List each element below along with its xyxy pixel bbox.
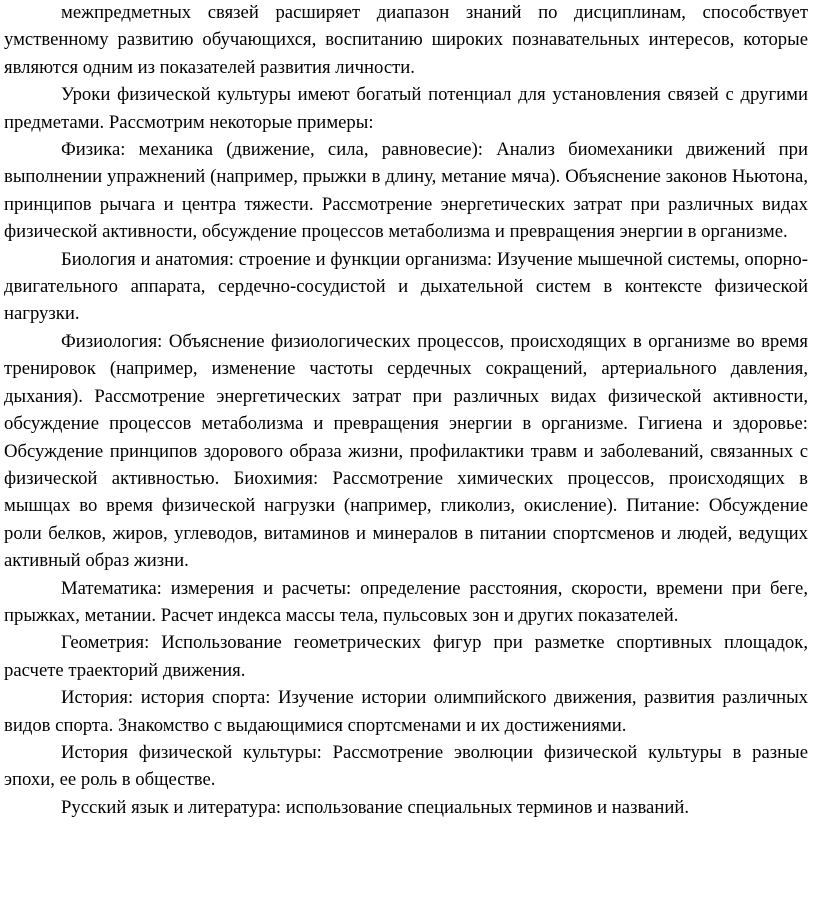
paragraph-russian-literature: Русский язык и литература: использование специальных терминов и названий. [61, 796, 689, 818]
paragraph-mathematics: Математика: измерения и расчеты: определение расстояния, скорости, времени при беге, прыжках, метании. Расчет индекса массы тела, пульсовых зон и других показателей. [4, 577, 808, 626]
paragraph-geometry: Геометрия: Использование геометрических фигур при разметке спортивных площадок, расчете траекторий движения. [4, 632, 808, 681]
paragraph-physics: Физика: механика (движение, сила, равновесие): Анализ биомеханики движений при выполнении упражнений (например, прыжки в длину, метание мяча). Объяснение законов Ньютона, принципов рычага и центра тяжести. Рассмотрение энергетических затрат при различных видах физической активности, обсуждение процессов метаболизма и превращения энергии в организме. [4, 139, 808, 243]
paragraph-history-sport: История: история спорта: Изучение истории олимпийского движения, развития различных видов спорта. Знакомство с выдающимися спортсменами и их достижениями. [4, 687, 808, 736]
paragraph-intro-continued: межпредметных связей расширяет диапазон знаний по дисциплинам, способствует умственному развитию обучающихся, воспитанию широких познавательных интересов, которые являются одним из показателей развития личности. [4, 2, 808, 78]
paragraph-history-physical-culture: История физической культуры: Рассмотрение эволюции физической культуры в разные эпохи, ее роль в обществе. [4, 741, 808, 791]
paragraph-biology-anatomy: Биология и анатомия: строение и функции организма: Изучение мышечной системы, опорно-двигательного аппарата, сердечно-сосудистой и дыхательной систем в контексте физической нагрузки. [4, 248, 808, 325]
paragraph-physiology: Физиология: Объяснение физиологических процессов, происходящих в организме во время тренировок (например, изменение частоты сердечных сокращений, артериального давления, дыхания). Рассмотрение энергетических затрат при различных видах физической активности, обсуждение процессов метаболизма и превращения энергии в организме. Гигиена и здоровье: Обсуждение принципов здорового образа жизни, профилактики травм и заболеваний, связанных с физической активностью. Биохимия: Рассмотрение химических процессов, происходящих в мышцах во время физической нагрузки (например, гликолиз, окисление). Питание: Обсуждение роли белков, жиров, углеводов, витаминов и минералов в питании спортсменов и людей, ведущих активный образ жизни. [4, 330, 808, 572]
paragraph-lessons-potential: Уроки физической культуры имеют богатый потенциал для установления связей с другими предметами. Рассмотрим некоторые примеры: [4, 84, 808, 133]
